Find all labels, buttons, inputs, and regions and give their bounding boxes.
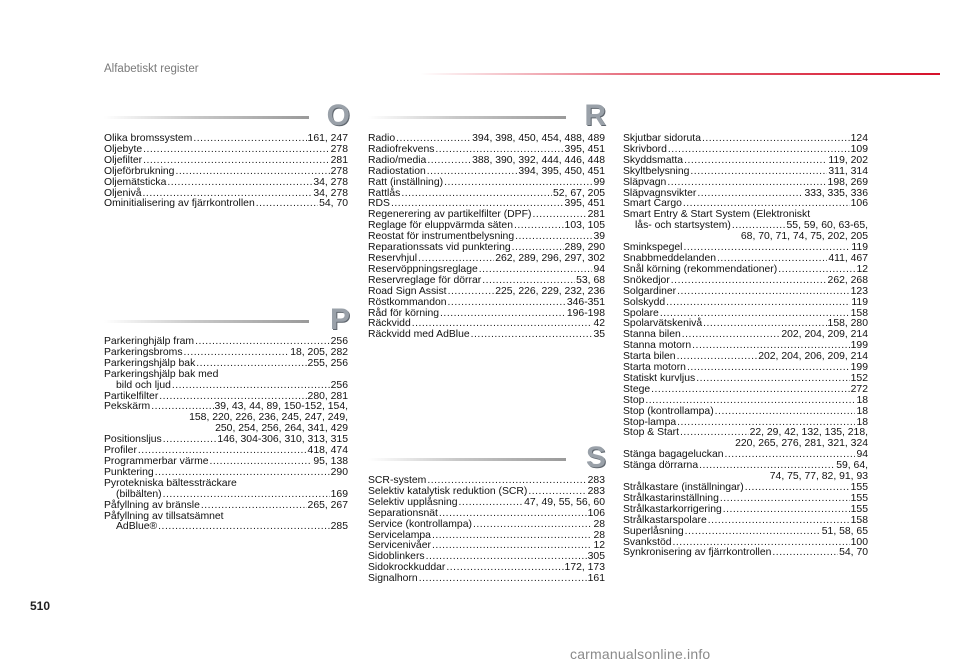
section-letter-s: S — [585, 441, 606, 474]
index-entry: Stop & Start ..... 22, 29, 42, 132, 135, 218, — [623, 428, 868, 439]
index-entry: Strålkastarspolare ..... 158 — [623, 516, 868, 527]
index-entry: Rattlås ..... 52, 67, 205 — [368, 189, 605, 200]
section-header-r — [368, 100, 606, 136]
index-entry: Partikelfilter ..... 280, 281 — [104, 392, 348, 403]
index-entry: Räckvidd ..... 42 — [368, 319, 605, 330]
index-entry: Selektiv katalytisk reduktion (SCR) ..... 283 — [368, 487, 605, 498]
index-entry: Separationsnät ..... 106 — [368, 509, 605, 520]
section-letter-p: P — [329, 303, 350, 336]
index-entry: bild och ljud ..... 256 — [104, 381, 348, 392]
index-entry: Skjutbar sidoruta ..... 124 — [623, 134, 868, 145]
index-entry: Reservöppningsreglage ..... 94 — [368, 265, 605, 276]
index-entry: Punktering ..... 290 — [104, 468, 348, 479]
index-entry: Stänga dörrarna ..... 59, 64, — [623, 461, 868, 472]
index-entry: Reostat för instrumentbelysning ..... 39 — [368, 232, 605, 243]
index-entry: Stanna motorn ..... 199 — [623, 341, 868, 352]
index-entry: lås- och startsystem) ..... 55, 59, 60, 63-65, — [623, 221, 868, 232]
index-entry: Röstkommandon ..... 346-351 — [368, 298, 605, 309]
index-entry: Service (kontrollampa) ..... 28 — [368, 520, 605, 531]
index-entry: Räckvidd med AdBlue ..... 35 — [368, 330, 605, 341]
index-entry: AdBlue® ..... 285 — [104, 522, 348, 533]
index-entry: Påfyllning av bränsle ..... 265, 267 — [104, 501, 348, 512]
index-entry: Reglage för eluppvärmda säten ..... 103, 105 — [368, 221, 605, 232]
index-entry: Ratt (inställning) ..... 99 — [368, 178, 605, 189]
index-entry: Oljefilter ..... 281 — [104, 156, 348, 167]
index-entry: Reparationssats vid punktering ..... 289, 290 — [368, 243, 605, 254]
index-entry: Radio/media ..... 388, 390, 392, 444, 446, 448 — [368, 156, 605, 167]
index-entry: Sidoblinkers ..... 305 — [368, 552, 605, 563]
index-entry: Parkeringsbroms ..... 18, 205, 282 — [104, 348, 348, 359]
index-entry-continuation: 74, 75, 77, 82, 91, 93 — [769, 471, 868, 483]
header-accent-bar — [420, 73, 940, 75]
index-entry: (bilbälten) ..... 169 — [104, 490, 348, 501]
index-entry: Programmerbar värme ..... 95, 138 — [104, 457, 348, 468]
index-entry: Radiostation ..... 394, 395, 450, 451 — [368, 167, 605, 178]
index-entry: Statiskt kurvljus ..... 152 — [623, 374, 868, 385]
index-list-s-continued — [623, 134, 868, 559]
index-entry: Starta motorn ..... 199 — [623, 363, 868, 374]
index-entry: Oljebyte ..... 278 — [104, 145, 348, 156]
index-entry: Snabbmeddelanden ..... 411, 467 — [623, 254, 868, 265]
index-entry: Spolare ..... 158 — [623, 309, 868, 320]
index-list-r — [368, 134, 605, 341]
section-letter-o: O — [326, 99, 350, 132]
index-entry: Pekskärm ..... 39, 43, 44, 89, 150-152, 154, — [104, 402, 348, 413]
index-entry: Solgardiner ..... 123 — [623, 287, 868, 298]
index-entry: Profiler ..... 418, 474 — [104, 446, 348, 457]
index-entry: Släpvagnsvikter ..... 333, 335, 336 — [623, 189, 868, 200]
index-entry: Sminkspegel ..... 119 — [623, 243, 868, 254]
index-entry: Stege ..... 272 — [623, 385, 868, 396]
index-entry: Parkeringshjälp bak ..... 255, 256 — [104, 359, 348, 370]
index-entry: Positionsljus ..... 146, 304-306, 310, 313, 315 — [104, 435, 348, 446]
index-entry: Selektiv upplåsning ..... 47, 49, 55, 56, 60 — [368, 498, 605, 509]
section-divider — [104, 320, 309, 323]
index-entry: Strålkastarinställning ..... 155 — [623, 494, 868, 505]
index-entry: Signalhorn ..... 161 — [368, 574, 605, 585]
index-entry: Regenerering av partikelfilter (DPF) ..... 281 — [368, 210, 605, 221]
index-entry-continuation: 68, 70, 71, 74, 75, 202, 205 — [740, 231, 868, 243]
index-entry: Olika bromssystem ..... 161, 247 — [104, 134, 348, 145]
index-entry: Stanna bilen ..... 202, 204, 209, 214 — [623, 330, 868, 341]
index-entry: Oljenivå ..... 34, 278 — [104, 189, 348, 200]
index-entry: Solskydd ..... 119 — [623, 298, 868, 309]
index-entry: Oljeförbrukning ..... 278 — [104, 167, 348, 178]
index-entry: Synkronisering av fjärrkontrollen ..... 54, 70 — [623, 548, 868, 559]
index-entry: SCR-system ..... 283 — [368, 476, 605, 487]
index-entry: Stop (kontrollampa) ..... 18 — [623, 407, 868, 418]
index-entry: Släpvagn ..... 198, 269 — [623, 178, 868, 189]
index-entry: Svankstöd ..... 100 — [623, 538, 868, 549]
index-entry-heading: Pyrotekniska bältessträckare — [104, 477, 237, 489]
index-entry: Snål körning (rekommendationer) ..... 12 — [623, 265, 868, 276]
index-entry-heading: Smart Entry & Start System (Elektroniskt — [623, 209, 811, 221]
index-entry: Reservhjul ..... 262, 289, 296, 297, 302 — [368, 254, 605, 265]
index-entry: RDS ..... 395, 451 — [368, 199, 605, 210]
section-header-p — [104, 304, 350, 340]
index-entry: Stop-lampa ..... 18 — [623, 418, 868, 429]
index-entry: Radiofrekvens ..... 395, 451 — [368, 145, 605, 156]
page-number: 510 — [30, 599, 51, 613]
index-entry: Ominitialisering av fjärrkontrollen ..... 54, 70 — [104, 199, 348, 210]
index-list-o — [104, 134, 348, 210]
index-entry: Smart Cargo ..... 106 — [623, 199, 868, 210]
index-entry: Road Sign Assist ..... 225, 226, 229, 232, 236 — [368, 287, 605, 298]
index-entry: Servicenivåer ..... 12 — [368, 541, 605, 552]
index-entry: Spolarvätskenivå ..... 158, 280 — [623, 319, 868, 330]
index-entry: Skyddsmatta ..... 119, 202 — [623, 156, 868, 167]
index-entry-heading: Påfyllning av tillsatsämnet — [104, 510, 224, 522]
section-divider — [368, 116, 566, 119]
section-divider — [368, 458, 566, 461]
index-entry-continuation: 250, 254, 256, 264, 341, 429 — [215, 423, 348, 435]
index-entry: Råd för körning ..... 196-198 — [368, 309, 605, 320]
index-entry: Sidokrockkuddar ..... 172, 173 — [368, 563, 605, 574]
index-entry: Skyltbelysning ..... 311, 314 — [623, 167, 868, 178]
index-entry: Strålkastarkorrigering ..... 155 — [623, 505, 868, 516]
index-entry-continuation: 220, 265, 276, 281, 321, 324 — [735, 438, 868, 450]
index-entry: Starta bilen ..... 202, 204, 206, 209, 214 — [623, 352, 868, 363]
section-header-o — [104, 100, 350, 136]
watermark-text: carmanualsonline.info — [570, 646, 711, 662]
section-header-s — [368, 442, 606, 478]
index-entry: Skrivbord ..... 109 — [623, 145, 868, 156]
index-list-s — [368, 476, 605, 585]
index-entry: Reservreglage för dörrar ..... 53, 68 — [368, 276, 605, 287]
index-entry-heading: Parkeringshjälp bak med — [104, 368, 219, 380]
index-entry: Strålkastare (inställningar) ..... 155 — [623, 483, 868, 494]
index-entry: Stop ..... 18 — [623, 396, 868, 407]
index-entry-continuation: 158, 220, 226, 236, 245, 247, 249, — [189, 412, 348, 424]
section-letter-r: R — [584, 99, 606, 132]
index-entry: Oljemätsticka ..... 34, 278 — [104, 178, 348, 189]
index-entry: Parkeringhjälp fram ..... 256 — [104, 337, 348, 348]
index-entry: Snökedjor ..... 262, 268 — [623, 276, 868, 287]
index-entry: Stänga bagageluckan ..... 94 — [623, 450, 868, 461]
index-entry: Superlåsning ..... 51, 58, 65 — [623, 527, 868, 538]
section-divider — [104, 116, 309, 119]
index-list-p — [104, 337, 348, 533]
index-entry: Servicelampa ..... 28 — [368, 531, 605, 542]
page-header-title: Alfabetiskt register — [104, 63, 199, 75]
index-entry: Radio ..... 394, 398, 450, 454, 488, 489 — [368, 134, 605, 145]
